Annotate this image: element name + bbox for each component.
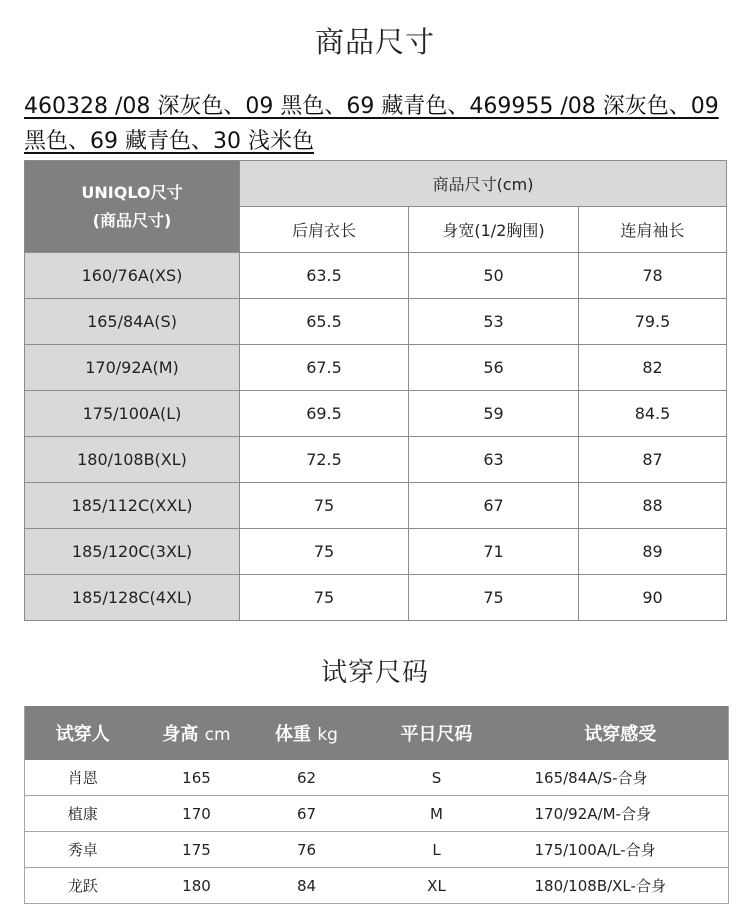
fit-header-person: 试穿人 (25, 706, 141, 760)
column-header-back-length: 后肩衣长 (240, 207, 409, 253)
fit-cell-name: 植康 (25, 796, 141, 832)
size-row (25, 391, 727, 437)
size-value: 53 (409, 299, 579, 345)
product-codes-colors: 460328 /08 深灰色、09 黑色、69 藏青色、469955 /08 深灰色、09 黑色、69 藏青色、30 浅米色 (24, 94, 719, 154)
size-label: 185/128C(4XL) (25, 575, 240, 621)
size-table-corner-header (25, 161, 240, 253)
size-value: 75 (240, 483, 409, 529)
size-value: 65.5 (240, 299, 409, 345)
fit-section-title: 试穿尺码 (320, 658, 429, 688)
fit-cell-height: 165 (141, 760, 253, 796)
size-label: 160/76A(XS) (25, 253, 240, 299)
fit-cell-feel: 170/92A/M-合身 (513, 796, 729, 832)
size-label: 170/92A(M) (25, 345, 240, 391)
fit-header-weight: 体重 kg (253, 706, 361, 760)
size-row (25, 253, 727, 299)
fit-cell-weight: 67 (253, 796, 361, 832)
page-title: 商品尺寸 (314, 25, 435, 59)
fit-cell-usual: L (361, 832, 513, 868)
fit-cell-usual: XL (361, 868, 513, 904)
size-value: 90 (579, 575, 727, 621)
size-value: 75 (409, 575, 579, 621)
size-row (25, 483, 727, 529)
fit-cell-weight: 84 (253, 868, 361, 904)
size-value: 79.5 (579, 299, 727, 345)
size-row (25, 299, 727, 345)
column-header-sleeve-length: 连肩袖长 (579, 207, 727, 253)
column-header-body-width: 身宽(1/2胸围) (409, 207, 579, 253)
fit-row (25, 796, 729, 832)
size-value: 50 (409, 253, 579, 299)
size-value: 75 (240, 575, 409, 621)
size-value: 84.5 (579, 391, 727, 437)
fit-cell-feel: 165/84A/S-合身 (513, 760, 729, 796)
fit-cell-feel: 175/100A/L-合身 (513, 832, 729, 868)
size-label: 165/84A(S) (25, 299, 240, 345)
size-value: 89 (579, 529, 727, 575)
fit-cell-usual: M (361, 796, 513, 832)
fit-cell-feel: 180/108B/XL-合身 (513, 868, 729, 904)
corner-line-1: UNIQLO尺寸 (81, 182, 183, 202)
size-value: 71 (409, 529, 579, 575)
fit-cell-height: 180 (141, 868, 253, 904)
size-value: 75 (240, 529, 409, 575)
size-row (25, 529, 727, 575)
size-label: 175/100A(L) (25, 391, 240, 437)
size-value: 67 (409, 483, 579, 529)
size-label: 185/120C(3XL) (25, 529, 240, 575)
fit-cell-name: 龙跃 (25, 868, 141, 904)
size-value: 72.5 (240, 437, 409, 483)
size-label: 185/112C(XXL) (25, 483, 240, 529)
fit-cell-weight: 76 (253, 832, 361, 868)
fit-cell-name: 肖恩 (25, 760, 141, 796)
size-value: 82 (579, 345, 727, 391)
fit-cell-height: 175 (141, 832, 253, 868)
size-value: 59 (409, 391, 579, 437)
fit-header-usual-size: 平日尺码 (361, 706, 513, 760)
size-value: 67.5 (240, 345, 409, 391)
fit-cell-weight: 62 (253, 760, 361, 796)
size-value: 63.5 (240, 253, 409, 299)
fit-row (25, 760, 729, 796)
size-row (25, 575, 727, 621)
fit-header-height: 身高 cm (141, 706, 253, 760)
size-group-header: 商品尺寸(cm) (240, 161, 727, 207)
size-row (25, 437, 727, 483)
fit-cell-name: 秀卓 (25, 832, 141, 868)
size-value: 63 (409, 437, 579, 483)
fit-cell-usual: S (361, 760, 513, 796)
fit-cell-height: 170 (141, 796, 253, 832)
size-row (25, 345, 727, 391)
size-value: 69.5 (240, 391, 409, 437)
fit-header-feel: 试穿感受 (513, 706, 729, 760)
size-value: 88 (579, 483, 727, 529)
size-label: 180/108B(XL) (25, 437, 240, 483)
fit-row (25, 832, 729, 868)
size-value: 78 (579, 253, 727, 299)
size-value: 56 (409, 345, 579, 391)
size-value: 87 (579, 437, 727, 483)
size-table (24, 160, 727, 621)
fit-table (24, 706, 729, 904)
fit-row (25, 868, 729, 904)
corner-line-2: (商品尺寸) (92, 210, 172, 230)
